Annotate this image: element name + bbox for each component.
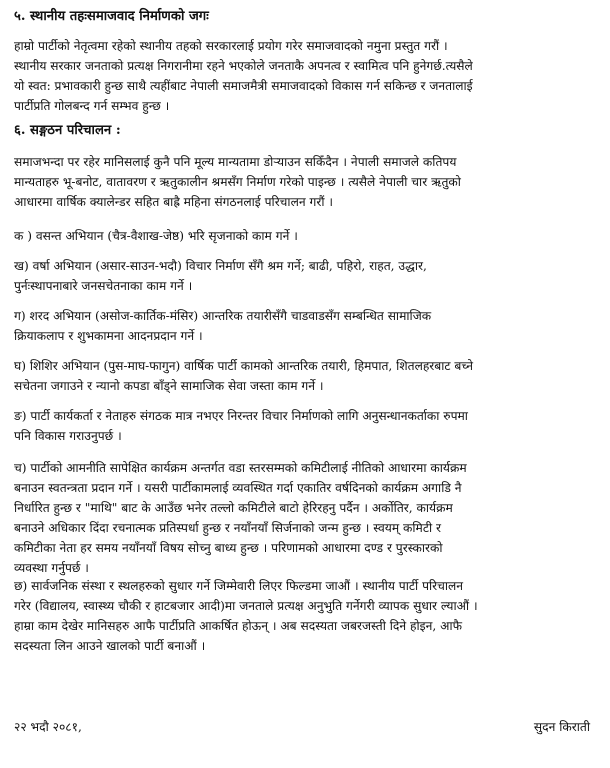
- text-line: च) पार्टीको आमनीति सापेक्षित कार्यक्रम अन्तर्गत वडा स्तरसम्मको कमिटीलाई नीतिको आधारमा कार्यक्रम: [14, 461, 467, 475]
- text-line: स्थानीय सरकार जनताको प्रत्यक्ष निगरानीमा रहने भएकोले जनताकै अपनत्व र स्वामित्व पनि हुनेगर्छ.त्यसैले: [14, 59, 473, 73]
- text-line: हाम्रा काम देखेर मानिसहरु आफै पार्टीप्रति आकर्षित होऊन् । अब सदस्यता जबरजस्ती दिने होइन, आफै: [14, 619, 462, 633]
- document-date: २२ भदौ २०८१,: [14, 720, 82, 734]
- text-line: गरेर (विद्यालय, स्वास्थ्य चौकी र हाटबजार आदी)मा जनताले प्रत्यक्ष अनुभुति गर्नेगरी व्यापक सुधार ल्याऔं ।: [14, 599, 478, 613]
- text-line: ङ) पार्टी कार्यकर्ता र नेताहरु संगठक मात्र नभएर निरन्तर विचार निर्माणको लागि अनुसन्धानकर्ताका रुपमा: [14, 409, 468, 423]
- section-6-intro-paragraph: [14, 152, 598, 212]
- text-line: क्रियाकलाप र शुभकामना आदनप्रदान गर्ने ।: [14, 329, 203, 343]
- text-line: कमिटीका नेता हर समय नयाँनयाँ विषय सोच्नु बाध्य हुन्छ । परिणामको आधारमा दण्ड र पुरस्कारको: [14, 541, 443, 555]
- item-cha-paragraph: [14, 458, 598, 578]
- item-kha-paragraph: [14, 256, 598, 296]
- text-line: छ) सार्वजनिक संस्था र स्थलहरुको सुधार गर्ने जिम्मेवारी लिएर फिल्डमा जाऔं । स्थानीय पार्टी परिचालन: [14, 579, 464, 593]
- text-line: पुर्नःस्थापनाबारे जनसचेतनाका काम गर्ने ।: [14, 279, 193, 293]
- text-line: व्यवस्था गर्नुपर्छ ।: [14, 561, 89, 575]
- item-ga-paragraph: [14, 306, 598, 346]
- item-nga-paragraph: [14, 406, 598, 446]
- section-5-paragraph: [14, 36, 598, 116]
- item-ka-paragraph: [14, 226, 598, 246]
- item-gha-paragraph: [14, 356, 598, 396]
- text-line: बनाउन स्वतन्त्रता प्रदान गर्ने । यसरी पार्टीकामलाई व्यवस्थित गर्दा एकातिर वर्षदिनको कार्यक्रम अगाडि नै: [14, 481, 462, 495]
- text-line: सदस्यता लिन आउने खालको पार्टी बनाऔं ।: [14, 639, 206, 653]
- text-line: ख) वर्षा अभियान (असार-साउन-भदौ) विचार निर्माण सँगै श्रम गर्ने; बाढी, पहिरो, राहत, उद्धार,: [14, 259, 427, 273]
- section-6-heading: ६. सङ्गठन परिचालन :: [14, 123, 121, 138]
- text-line: यो स्वत: प्रभावकारी हुन्छ साथै त्यहींबाट नेपाली समाजमैत्री समाजवादको विकास गर्न सकिन्छ र जनतालाई: [14, 79, 473, 93]
- text-line: सचेतना जगाउने र न्यानो कपडा बाँड्ने सामाजिक सेवा जस्ता काम गर्ने ।: [14, 379, 324, 393]
- text-line: आधारमा वार्षिक क्यालेन्डर सहित बाह्रै महिना संगठनलाई परिचालन गरौं ।: [14, 195, 333, 209]
- text-line: पार्टीप्रति गोलबन्द गर्न सम्भव हुन्छ ।: [14, 99, 170, 113]
- text-line: पनि विकास गराउनुपर्छ ।: [14, 429, 122, 443]
- text-line: क ) वसन्त अभियान (चैत्र-वैशाख-जेष्ठ) भरि सृजनाको काम गर्ने ।: [14, 229, 298, 243]
- text-line: मान्यताहरु भू-बनोट, वातावरण र ऋतुकालीन श्रमसँग निर्माण गरेको पाइन्छ । त्यसैले नेपाली चार ऋतुको: [14, 175, 461, 189]
- text-line: ग) शरद अभियान (असोज-कार्तिक-मंसिर) आन्तरिक तयारीसँगै चाडवाडसँग सम्बन्धित सामाजिक: [14, 309, 432, 323]
- text-line: घ) शिशिर अभियान (पुस-माघ-फागुन) वार्षिक पार्टी कामको आन्तरिक तयारी, हिमपात, शितलहरबाट बच्ने: [14, 359, 473, 373]
- section-5-heading: ५. स्थानीय तहःसमाजवाद निर्माणको जगः: [14, 9, 209, 24]
- text-line: समाजभन्दा पर रहेर मानिसलाई कुनै पनि मूल्य मान्यतामा डोऱ्याउन सकिँदैन । नेपाली समाजले कतिपय: [14, 155, 457, 169]
- author-signature: सुदन किराती: [533, 720, 590, 734]
- item-chha-paragraph: [14, 576, 598, 656]
- text-line: बनाउने अधिकार दिंदा रचनात्मक प्रतिस्पर्धा हुन्छ र नयाँनयाँ सिर्जनाको जन्म हुन्छ । स्वयम् कमिटी र: [14, 521, 441, 535]
- text-line: हाम्रो पार्टीको नेतृत्वमा रहेको स्थानीय तहको सरकारलाई प्रयोग गरेर समाजवादको नमुना प्रस्तुत गरौं ।: [14, 39, 448, 53]
- text-line: निर्धारित हुन्छ र "माथि" बाट के आउँछ भनेर तल्लो कमिटीले बाटो हेरिरहनु पर्दैन । अर्कोतिर, कार्यक्रम: [14, 501, 453, 515]
